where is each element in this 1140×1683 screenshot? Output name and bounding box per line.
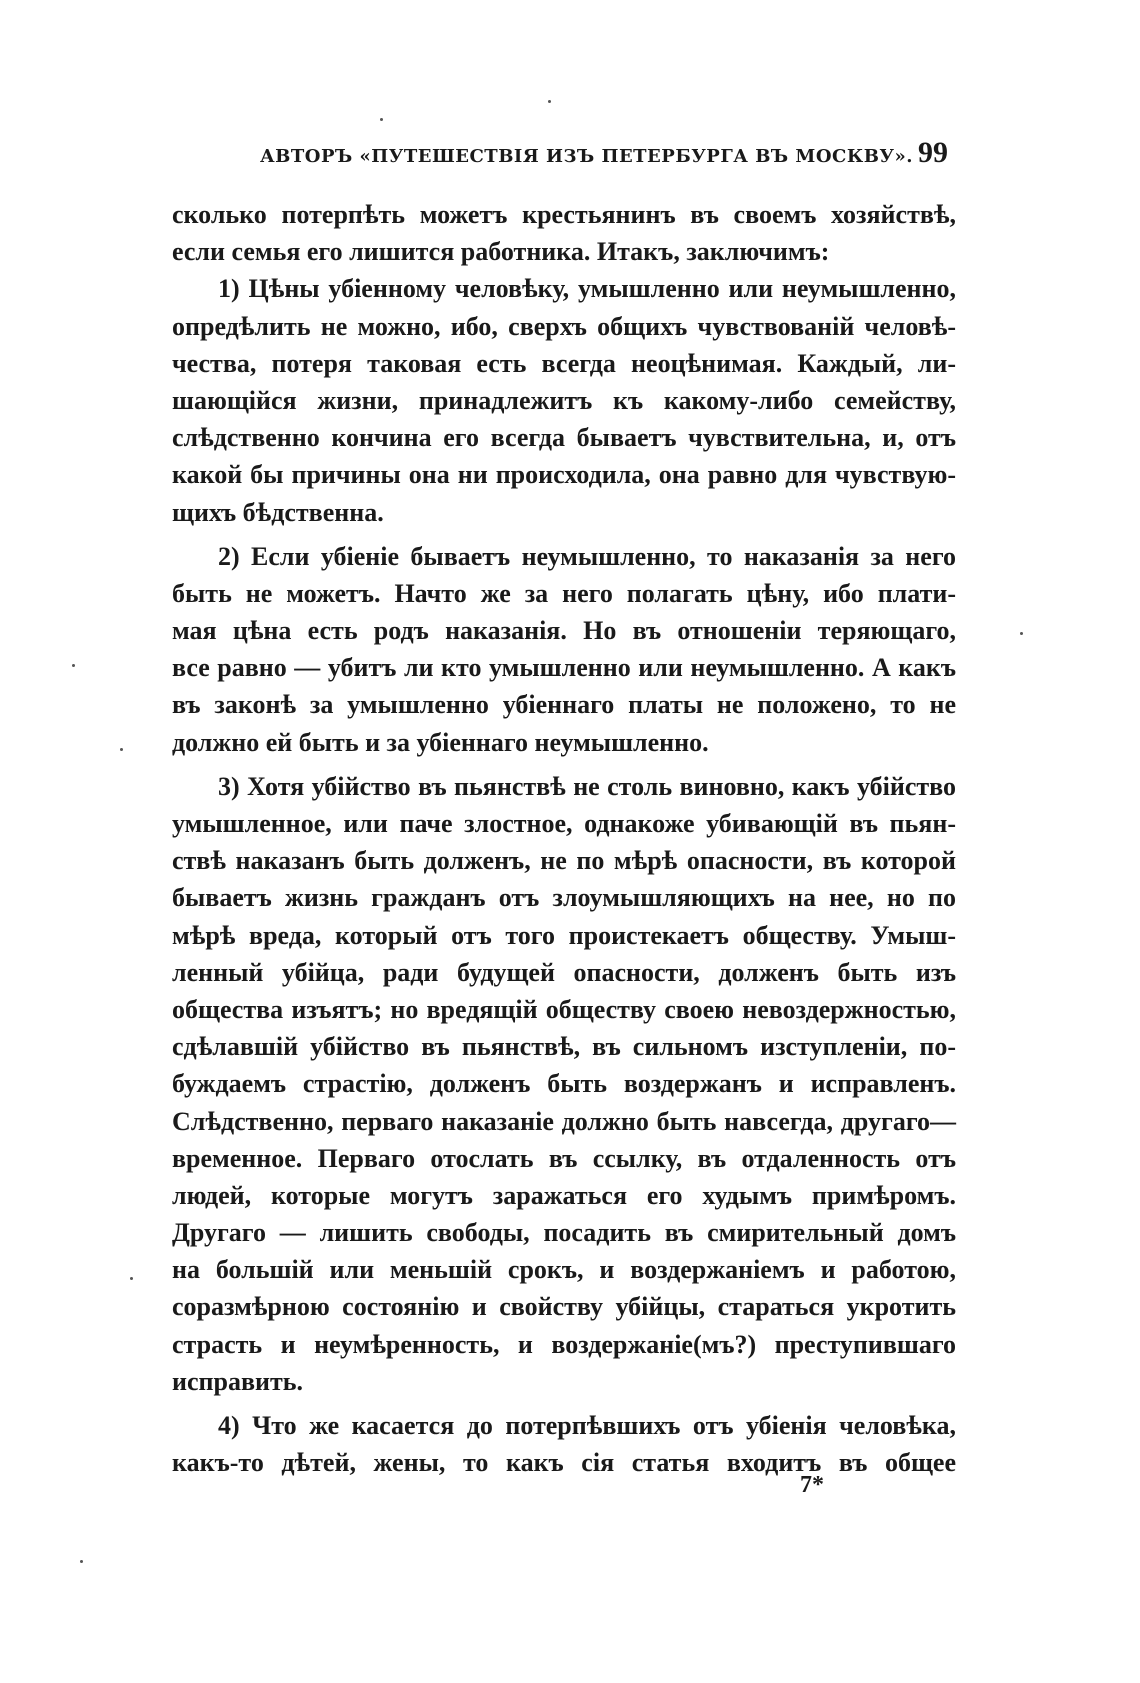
print-speck bbox=[380, 118, 383, 121]
print-speck bbox=[80, 1560, 83, 1563]
text-line: быть не можетъ. Начто же за него полагать цѣну, ибо плати- bbox=[172, 578, 956, 608]
body-text bbox=[172, 196, 956, 1481]
text-line: 3) Хотя убійство въ пьянствѣ не столь виновно, какъ убійство bbox=[218, 771, 956, 801]
text-line: 1) Цѣны убіенному человѣку, умышленно или неумышленно, bbox=[218, 274, 956, 304]
text-line: сдѣлавшій убійство въ пьянствѣ, въ сильномъ изступленіи, по- bbox=[172, 1032, 956, 1062]
signature-mark: 7* bbox=[800, 1472, 824, 1498]
text-line: щихъ бѣдственна. bbox=[172, 497, 384, 527]
print-speck bbox=[548, 100, 551, 103]
text-line: соразмѣрною состоянію и свойству убійцы, стараться укротить bbox=[172, 1292, 956, 1322]
text-line: 2) Если убіеніе бываетъ неумышленно, то наказанія за него bbox=[218, 541, 956, 571]
print-speck bbox=[130, 1277, 133, 1280]
text-line: страсть и неумѣренность, и воздержаніе(мъ?) преступившаго bbox=[172, 1329, 956, 1359]
text-line: Другаго — лишить свободы, посадить въ смирительный домъ bbox=[172, 1218, 956, 1248]
text-line: какъ-то дѣтей, жены, то какъ сія статья входитъ въ общее bbox=[172, 1448, 956, 1478]
text-line: людей, которые могутъ заражаться его худымъ примѣромъ. bbox=[172, 1180, 956, 1210]
text-line: мая цѣна есть родъ наказанія. Но въ отношеніи теряющаго, bbox=[172, 616, 956, 646]
text-line: временное. Перваго отослать въ ссылку, въ отдаленность отъ bbox=[172, 1143, 956, 1173]
text-line: умышленное, или паче злостное, однакоже убивающій въ пьян- bbox=[172, 809, 956, 838]
text-line: на большій или меньшій срокъ, и воздержаніемъ и работою, bbox=[172, 1255, 956, 1285]
text-line: 4) Что же касается до потерпѣвшихъ отъ убіенія человѣка, bbox=[218, 1411, 956, 1440]
print-speck bbox=[120, 748, 123, 751]
text-line: чества, потеря таковая есть всегда неоцѣнимая. Каждый, ли- bbox=[172, 348, 956, 378]
text-line: Слѣдственно, перваго наказаніе должно быть навсегда, другаго— bbox=[172, 1106, 956, 1136]
print-speck bbox=[1020, 632, 1023, 635]
text-line: мѣрѣ вреда, который отъ того проистекаетъ обществу. Умыш- bbox=[172, 920, 956, 950]
text-line: въ законѣ за умышленно убіеннаго платы не положено, то не bbox=[172, 690, 956, 720]
text-line: ленный убійца, ради будущей опасности, долженъ быть изъ bbox=[172, 957, 956, 987]
text-line: слѣдственно кончина его всегда бываетъ чувствительна, и, отъ bbox=[172, 423, 956, 453]
text-line: исправить. bbox=[172, 1366, 304, 1396]
page-number: 99 bbox=[918, 136, 948, 169]
text-line: ствѣ наказанъ быть долженъ, не по мѣрѣ опасности, въ которой bbox=[172, 846, 956, 876]
text-line: шающійся жизни, принадлежитъ къ какому-либо семейству, bbox=[172, 385, 956, 415]
text-line: буждаемъ страстію, долженъ быть воздержанъ и исправленъ. bbox=[172, 1069, 956, 1099]
running-title: АВТОРЪ «ПУТЕШЕСТВІЯ ИЗЪ ПЕТЕРБУРГА ВЪ МОСКВУ». bbox=[260, 146, 914, 167]
text-line: сколько потерпѣть можетъ крестьянинъ въ своемъ хозяйствѣ, bbox=[172, 200, 956, 229]
text-line: должно ей быть и за убіеннаго неумышленно. bbox=[172, 727, 709, 757]
text-line: все равно — убитъ ли кто умышленно или неумышленно. А какъ bbox=[172, 653, 956, 683]
text-line: опредѣлить не можно, ибо, сверхъ общихъ чувствованій человѣ- bbox=[172, 311, 956, 341]
running-head bbox=[260, 136, 960, 176]
text-line: бываетъ жизнь гражданъ отъ злоумышляющихъ на нее, но по bbox=[172, 883, 956, 913]
text-line: какой бы причины она ни происходила, она равно для чувствую- bbox=[172, 460, 956, 490]
text-line: если семья его лишится работника. Итакъ, заключимъ: bbox=[172, 237, 830, 267]
text-line: общества изъятъ; но вредящій обществу своею невоздержностью, bbox=[172, 994, 956, 1024]
print-speck bbox=[72, 664, 75, 667]
